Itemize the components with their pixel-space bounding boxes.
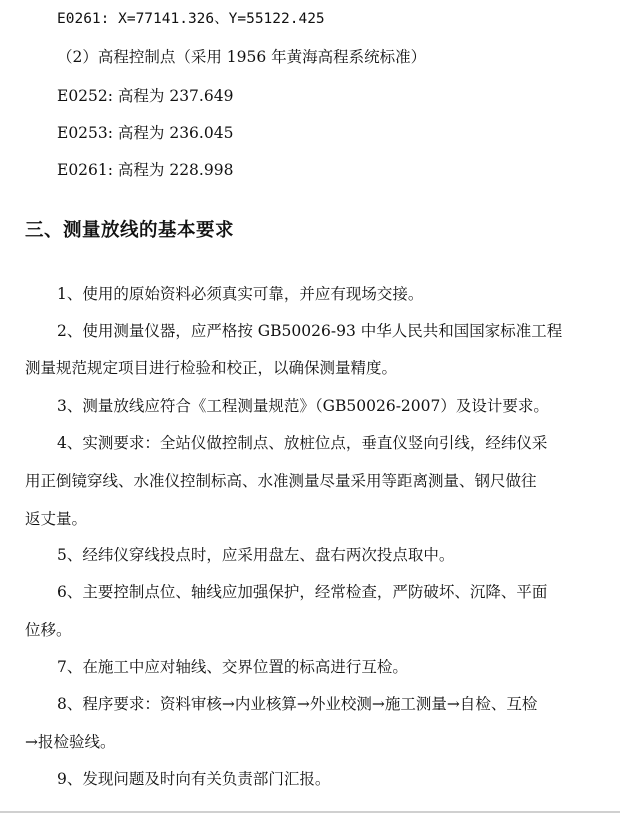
requirement-item-7: 7、在施工中应对轴线、交界位置的标高进行互检。 <box>57 658 408 676</box>
requirement-item-6-line-1: 6、主要控制点位、轴线应加强保护，经常检查，严防破坏、沉降、平面 <box>57 583 548 601</box>
page-bottom-divider <box>0 811 620 813</box>
requirement-item-4-line-2: 用正倒镜穿线、水准仪控制标高、水准测量尽量采用等距离测量、钢尺做往 <box>25 472 537 490</box>
requirement-item-3: 3、测量放线应符合《工程测量规范》（GB50026-2007）及设计要求。 <box>57 397 549 415</box>
elevation-point-e0253: E0253: 高程为 236.045 <box>57 124 234 142</box>
requirement-item-8-line-1: 8、程序要求：资料审核→内业核算→外业校测→施工测量→自检、互检 <box>57 695 538 713</box>
control-point-e0261-coords: E0261: X=77141.326、Y=55122.425 <box>57 11 325 27</box>
requirement-item-2-line-1: 2、使用测量仪器，应严格按 GB50026-93 中华人民共和国国家标准工程 <box>57 322 563 340</box>
requirement-item-8-line-2: →报检验线。 <box>25 733 116 751</box>
requirement-item-1: 1、使用的原始资料必须真实可靠，并应有现场交接。 <box>57 285 424 303</box>
requirement-item-4-line-3: 返丈量。 <box>25 510 88 528</box>
requirement-item-6-line-2: 位移。 <box>25 621 72 639</box>
section-heading: 三、测量放线的基本要求 <box>25 220 235 241</box>
elevation-control-title: （2）高程控制点（采用 1956 年黄海高程系统标准） <box>57 48 427 66</box>
requirement-item-9: 9、发现问题及时向有关负责部门汇报。 <box>57 770 331 788</box>
elevation-point-e0252: E0252: 高程为 237.649 <box>57 87 234 105</box>
requirement-item-4-line-1: 4、实测要求：全站仪做控制点、放桩位点，垂直仪竖向引线，经纬仪采 <box>57 434 548 452</box>
elevation-point-e0261: E0261: 高程为 228.998 <box>57 161 234 179</box>
requirement-item-5: 5、经纬仪穿线投点时，应采用盘左、盘右两次投点取中。 <box>57 546 455 564</box>
requirement-item-2-line-2: 测量规范规定项目进行检验和校正，以确保测量精度。 <box>25 359 398 377</box>
